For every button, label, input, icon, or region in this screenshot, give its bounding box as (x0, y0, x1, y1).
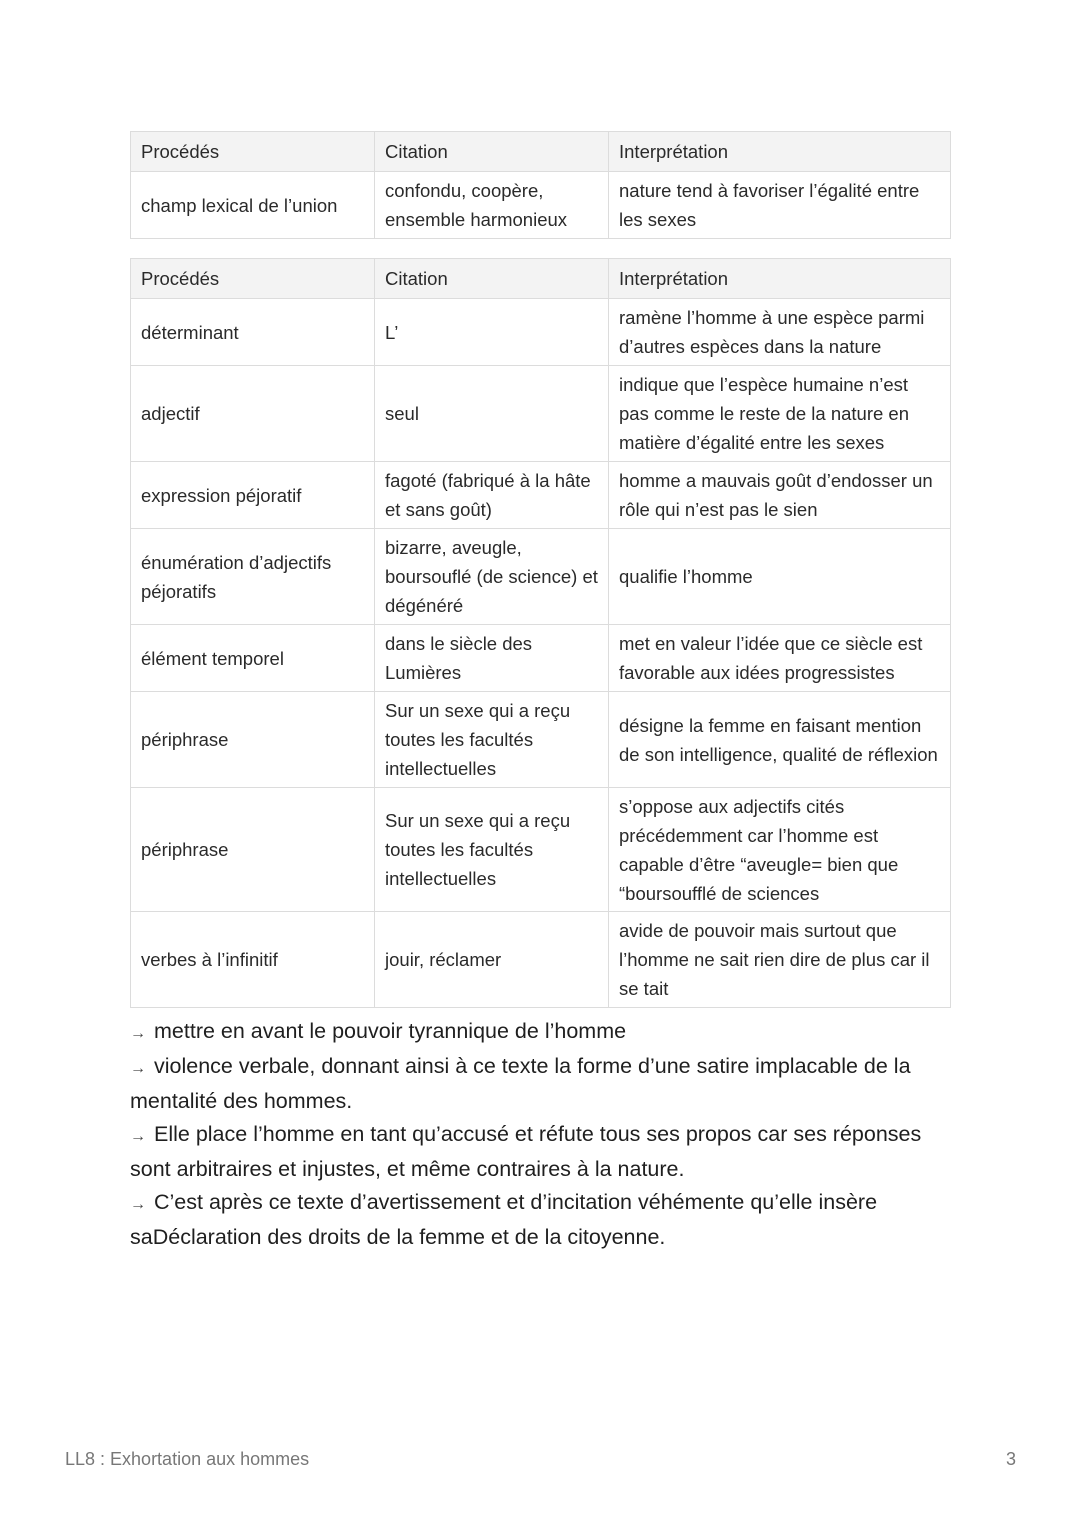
cell-procede: énumération d’adjectifs péjoratifs (131, 529, 375, 625)
table-header-row (131, 259, 951, 299)
cell-citation: Sur un sexe qui a reçu toutes les facultés intellectuelles (375, 788, 609, 912)
cell-citation: fagoté (fabriqué à la hâte et sans goût) (375, 462, 609, 529)
header-citation: Citation (375, 259, 609, 299)
header-interpretation: Interprétation (609, 259, 951, 299)
cell-interpretation: nature tend à favoriser l’égalité entre les sexes (609, 172, 951, 239)
table-row (131, 625, 951, 692)
cell-procede: champ lexical de l’union (131, 172, 375, 239)
arrow-icon: → (130, 1025, 146, 1042)
conclusion-notes (130, 1015, 950, 1254)
cell-interpretation: s’oppose aux adjectifs cités précédemment car l’homme est capable d’être “aveugle= bien que “boursoufflé de sciences (609, 788, 951, 912)
table-row (131, 788, 951, 912)
footer-title: LL8 : Exhortation aux hommes (65, 1449, 310, 1469)
cell-interpretation: homme a mauvais goût d’endosser un rôle qui n’est pas le sien (609, 462, 951, 529)
cell-citation: L’ (375, 299, 609, 366)
note-item: → violence verbale, donnant ainsi à ce texte la forme d’une satire implacable de la mentalité des hommes. (130, 1054, 911, 1113)
arrow-icon: → (130, 1196, 146, 1213)
cell-procede: périphrase (131, 692, 375, 788)
table-row (131, 692, 951, 788)
cell-interpretation: avide de pouvoir mais surtout que l’homme ne sait rien dire de plus car il se tait (609, 912, 951, 1008)
cell-interpretation: qualifie l’homme (609, 529, 951, 625)
cell-citation: confondu, coopère, ensemble harmonieux (375, 172, 609, 239)
header-interpretation: Interprétation (609, 132, 951, 172)
cell-procede: élément temporel (131, 625, 375, 692)
cell-procede: périphrase (131, 788, 375, 912)
cell-citation: bizarre, aveugle, boursouflé (de science) et dégénéré (375, 529, 609, 625)
analysis-table-1 (130, 131, 951, 239)
header-citation: Citation (375, 132, 609, 172)
header-procedes: Procédés (131, 132, 375, 172)
table-row (131, 366, 951, 462)
note-item: → C’est après ce texte d’avertissement et d’incitation véhémente qu’elle insère saDéclaration des droits de la femme et de la citoyenne. (130, 1190, 878, 1249)
cell-citation: dans le siècle des Lumières (375, 625, 609, 692)
cell-citation: Sur un sexe qui a reçu toutes les facultés intellectuelles (375, 692, 609, 788)
cell-procede: déterminant (131, 299, 375, 366)
table-row (131, 172, 951, 239)
cell-interpretation: ramène l’homme à une espèce parmi d’autres espèces dans la nature (609, 299, 951, 366)
table-header-row (131, 132, 951, 172)
cell-citation: jouir, réclamer (375, 912, 609, 1008)
cell-citation: seul (375, 366, 609, 462)
table-row (131, 299, 951, 366)
cell-procede: adjectif (131, 366, 375, 462)
analysis-table-2 (130, 258, 951, 1008)
cell-interpretation: indique que l’espèce humaine n’est pas comme le reste de la nature en matière d’égalité entre les sexes (609, 366, 951, 462)
cell-interpretation: désigne la femme en faisant mention de son intelligence, qualité de réflexion (609, 692, 951, 788)
cell-procede: verbes à l’infinitif (131, 912, 375, 1008)
table-row (131, 912, 951, 1008)
note-item: → Elle place l’homme en tant qu’accusé et réfute tous ses propos car ses réponses sont arbitraires et injustes, et même contraires à la nature. (130, 1122, 922, 1181)
cell-procede: expression péjoratif (131, 462, 375, 529)
table-row (131, 462, 951, 529)
note-item: → mettre en avant le pouvoir tyrannique de l’homme (130, 1019, 627, 1043)
header-procedes: Procédés (131, 259, 375, 299)
table-row (131, 529, 951, 625)
arrow-icon: → (130, 1060, 146, 1077)
arrow-icon: → (130, 1128, 146, 1145)
page-number: 3 (1005, 1449, 1016, 1469)
cell-interpretation: met en valeur l’idée que ce siècle est favorable aux idées progressistes (609, 625, 951, 692)
